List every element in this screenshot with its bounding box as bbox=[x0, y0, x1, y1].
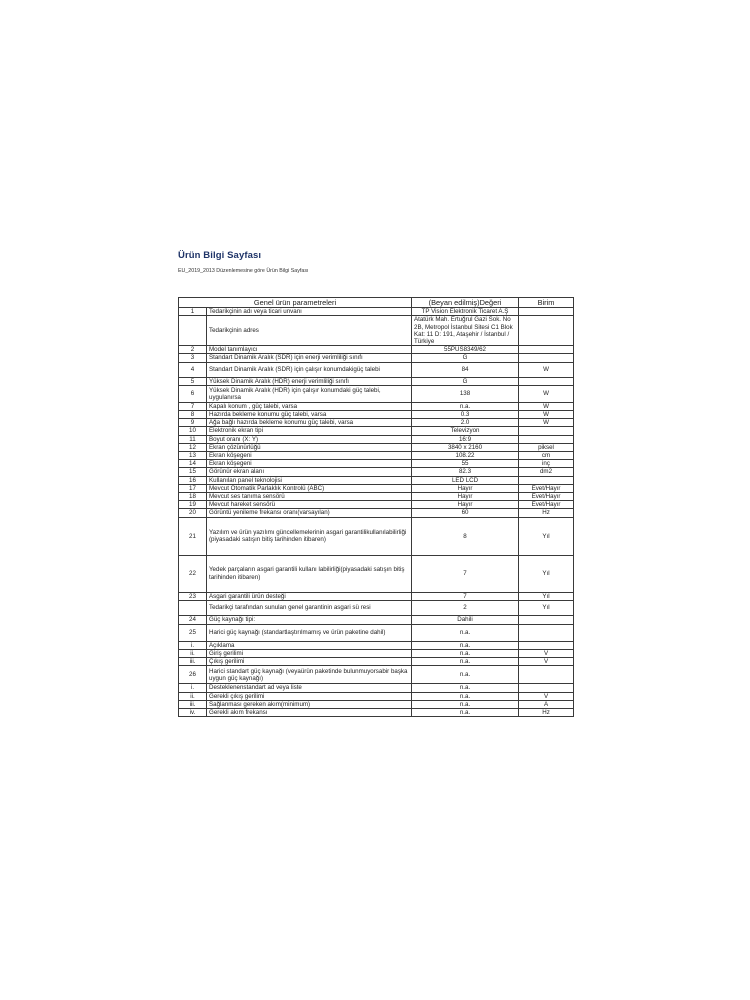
parameter-cell: Standart Dinamik Aralık (SDR) için çalışır konumdakigüç talebi bbox=[207, 362, 412, 377]
parameter-cell: Harici güç kaynağı (standartlaştırılmamış ve ürün paketine dahil) bbox=[207, 624, 412, 641]
row-number-cell: 17 bbox=[179, 484, 207, 492]
unit-cell: Hz bbox=[519, 509, 574, 517]
table-row bbox=[179, 709, 574, 717]
unit-cell bbox=[519, 615, 574, 624]
parameter-cell: Görüntü yenileme frekansı oranı(varsayılan) bbox=[207, 509, 412, 517]
parameter-cell: Tedarikçinin adı veya ticari unvanı bbox=[207, 308, 412, 316]
unit-cell: W bbox=[519, 402, 574, 410]
parameter-cell: Ekran köşegeni bbox=[207, 460, 412, 468]
table-row bbox=[179, 316, 574, 346]
value-cell: 55 bbox=[412, 460, 519, 468]
value-cell: 55PUS8349/62 bbox=[412, 346, 519, 354]
unit-cell: dm2 bbox=[519, 468, 574, 476]
table-row bbox=[179, 700, 574, 708]
parameter-cell: Yüksek Dinamik Aralık (HDR) için çalışır konumdaki güç talebi, uygulanırsa bbox=[207, 385, 412, 402]
parameter-cell: Harici standart güç kaynağı (veyaürün paketinde bulunmuyorsabir başka uygun güç kaynağı) bbox=[207, 666, 412, 684]
value-cell: LED LCD bbox=[412, 476, 519, 484]
row-number-cell: 6 bbox=[179, 385, 207, 402]
table-row bbox=[179, 641, 574, 649]
row-number-cell: 15 bbox=[179, 468, 207, 476]
row-number-cell: 1 bbox=[179, 308, 207, 316]
row-number-cell: iv. bbox=[179, 709, 207, 717]
value-cell: n.a. bbox=[412, 650, 519, 658]
parameter-cell: Yedek parçaların asgari garantili kullanı labilirliği(piyasadaki satışın bitiş tarihinden itibaren) bbox=[207, 555, 412, 592]
value-cell: 2 bbox=[412, 600, 519, 615]
unit-cell bbox=[519, 377, 574, 385]
page-subtitle: EU_2019_2013 Düzenlemesine göre Ürün Bilgi Sayfası bbox=[178, 268, 309, 274]
unit-cell: piksel bbox=[519, 443, 574, 451]
parameter-cell: Standart Dinamik Aralık (SDR) için enerji verimliliği sınıfı bbox=[207, 354, 412, 362]
unit-cell: Hz bbox=[519, 709, 574, 717]
page-title: Ürün Bilgi Sayfası bbox=[178, 250, 262, 261]
value-cell: n.a. bbox=[412, 709, 519, 717]
unit-cell: Yıl bbox=[519, 592, 574, 600]
value-cell: 2.0 bbox=[412, 419, 519, 427]
unit-cell: Yıl bbox=[519, 517, 574, 555]
table-row bbox=[179, 377, 574, 385]
row-number-cell: iii. bbox=[179, 700, 207, 708]
parameter-cell: Gerekli çıkış gerilimi bbox=[207, 692, 412, 700]
unit-cell bbox=[519, 641, 574, 649]
value-cell: 7 bbox=[412, 555, 519, 592]
row-number-cell: ii. bbox=[179, 692, 207, 700]
value-cell: Dahili bbox=[412, 615, 519, 624]
product-info-table bbox=[178, 297, 574, 717]
value-cell: G bbox=[412, 377, 519, 385]
value-cell: n.a. bbox=[412, 641, 519, 649]
value-cell: TP Vision Elektronik Ticaret A.Ş bbox=[412, 308, 519, 316]
value-cell: Hayır bbox=[412, 484, 519, 492]
value-cell: 7 bbox=[412, 592, 519, 600]
parameter-cell: Tedarikçinin adres bbox=[207, 316, 412, 346]
value-cell: G bbox=[412, 354, 519, 362]
row-number-cell: 26 bbox=[179, 666, 207, 684]
table-row bbox=[179, 484, 574, 492]
value-cell: 8 bbox=[412, 517, 519, 555]
value-cell: 60 bbox=[412, 509, 519, 517]
row-number-cell: 11 bbox=[179, 435, 207, 443]
table-row bbox=[179, 427, 574, 435]
value-cell: 84 bbox=[412, 362, 519, 377]
table-header-row bbox=[179, 298, 574, 308]
unit-cell bbox=[519, 624, 574, 641]
unit-cell: Evet/Hayır bbox=[519, 484, 574, 492]
unit-cell: V bbox=[519, 650, 574, 658]
row-number-cell: i. bbox=[179, 684, 207, 692]
value-cell: n.a. bbox=[412, 692, 519, 700]
value-cell: 0.3 bbox=[412, 411, 519, 419]
unit-cell bbox=[519, 346, 574, 354]
unit-cell: Yıl bbox=[519, 555, 574, 592]
unit-cell bbox=[519, 308, 574, 316]
table-row bbox=[179, 476, 574, 484]
value-cell: n.a. bbox=[412, 700, 519, 708]
unit-cell: inç bbox=[519, 460, 574, 468]
row-number-cell: 8 bbox=[179, 411, 207, 419]
table-row bbox=[179, 658, 574, 666]
unit-cell bbox=[519, 476, 574, 484]
unit-cell bbox=[519, 427, 574, 435]
parameter-cell: Kapalı konum , güç talebi, varsa bbox=[207, 402, 412, 410]
parameter-cell: Asgari garantili ürün desteği bbox=[207, 592, 412, 600]
table-row bbox=[179, 362, 574, 377]
row-number-cell: 5 bbox=[179, 377, 207, 385]
value-cell: 82.3 bbox=[412, 468, 519, 476]
row-number-cell: iii. bbox=[179, 658, 207, 666]
unit-cell: V bbox=[519, 658, 574, 666]
row-number-cell: 12 bbox=[179, 443, 207, 451]
value-cell: Atatürk Mah. Ertuğrul Gazi Sok. No 2B, Metropol İstanbul Sitesi C1 Blok Kat: 11 D: 191, Ataşehir / İstanbul / Türkiye bbox=[412, 316, 519, 346]
value-cell: n.a. bbox=[412, 624, 519, 641]
row-number-cell: ii. bbox=[179, 650, 207, 658]
value-cell: Hayır bbox=[412, 501, 519, 509]
value-cell: 3840 x 2160 bbox=[412, 443, 519, 451]
table-row bbox=[179, 592, 574, 600]
row-number-cell: 25 bbox=[179, 624, 207, 641]
unit-cell bbox=[519, 666, 574, 684]
table-row bbox=[179, 501, 574, 509]
parameter-cell: Giriş gerilimi bbox=[207, 650, 412, 658]
unit-cell: Evet/Hayır bbox=[519, 501, 574, 509]
value-cell: 16:9 bbox=[412, 435, 519, 443]
parameter-cell: Ekran çözünürlüğü bbox=[207, 443, 412, 451]
unit-cell: A bbox=[519, 700, 574, 708]
column-header-unit: Birim bbox=[519, 298, 574, 308]
parameter-cell: Hazırda bekleme konumu güç talebi, varsa bbox=[207, 411, 412, 419]
table-row bbox=[179, 411, 574, 419]
unit-cell: W bbox=[519, 411, 574, 419]
parameter-cell: Model tanımlayıcı bbox=[207, 346, 412, 354]
table-row bbox=[179, 346, 574, 354]
value-cell: Televizyon bbox=[412, 427, 519, 435]
table-body bbox=[179, 308, 574, 717]
parameter-cell: Ağa bağlı hazırda bekleme konumu güç talebi, varsa bbox=[207, 419, 412, 427]
row-number-cell: 13 bbox=[179, 452, 207, 460]
row-number-cell bbox=[179, 316, 207, 346]
table-row bbox=[179, 435, 574, 443]
parameter-cell: Mevcut hareket sensörü bbox=[207, 501, 412, 509]
table-row bbox=[179, 692, 574, 700]
table-row bbox=[179, 419, 574, 427]
table-row bbox=[179, 509, 574, 517]
table-row bbox=[179, 615, 574, 624]
table-row bbox=[179, 555, 574, 592]
table-row bbox=[179, 460, 574, 468]
value-cell: Hayır bbox=[412, 493, 519, 501]
table-row bbox=[179, 468, 574, 476]
table-row bbox=[179, 517, 574, 555]
table-row bbox=[179, 308, 574, 316]
parameter-cell: Elektronik ekran tipi bbox=[207, 427, 412, 435]
unit-cell: Yıl bbox=[519, 600, 574, 615]
row-number-cell: 22 bbox=[179, 555, 207, 592]
unit-cell: Evet/Hayır bbox=[519, 493, 574, 501]
row-number-cell: 9 bbox=[179, 419, 207, 427]
parameter-cell: Sağlanması gereken akım(minimum) bbox=[207, 700, 412, 708]
table-row bbox=[179, 650, 574, 658]
value-cell: n.a. bbox=[412, 658, 519, 666]
table-row bbox=[179, 493, 574, 501]
unit-cell: V bbox=[519, 692, 574, 700]
unit-cell bbox=[519, 316, 574, 346]
row-number-cell: 16 bbox=[179, 476, 207, 484]
table-row bbox=[179, 354, 574, 362]
parameter-cell: Ekran köşegeni bbox=[207, 452, 412, 460]
parameter-cell: Tedarikçi tarafından sunulan genel garantinin asgari sü resi bbox=[207, 600, 412, 615]
row-number-cell: 2 bbox=[179, 346, 207, 354]
table-row bbox=[179, 385, 574, 402]
parameter-cell: Mevcut Otomatik Parlaklık Kontrolü (ABC) bbox=[207, 484, 412, 492]
row-number-cell: 10 bbox=[179, 427, 207, 435]
value-cell: 108.22 bbox=[412, 452, 519, 460]
table-row bbox=[179, 684, 574, 692]
row-number-cell: 20 bbox=[179, 509, 207, 517]
table-row bbox=[179, 443, 574, 451]
parameter-cell: Desteklenenstandart ad veya liste bbox=[207, 684, 412, 692]
unit-cell: W bbox=[519, 419, 574, 427]
row-number-cell: 3 bbox=[179, 354, 207, 362]
parameter-cell: Kullanılan panel teknolojisi bbox=[207, 476, 412, 484]
column-header-parameters: Genel ürün parametreleri bbox=[179, 298, 412, 308]
value-cell: 138 bbox=[412, 385, 519, 402]
value-cell: n.a. bbox=[412, 402, 519, 410]
unit-cell bbox=[519, 354, 574, 362]
parameter-cell: Görünür ekran alanı bbox=[207, 468, 412, 476]
row-number-cell: 14 bbox=[179, 460, 207, 468]
value-cell: n.a. bbox=[412, 666, 519, 684]
parameter-cell: Çıkış gerilimi bbox=[207, 658, 412, 666]
parameter-cell: Açıklama bbox=[207, 641, 412, 649]
row-number-cell: 7 bbox=[179, 402, 207, 410]
parameter-cell: Boyut oranı (X: Y) bbox=[207, 435, 412, 443]
column-header-value: (Beyan edilmiş)Değeri bbox=[412, 298, 519, 308]
row-number-cell: 23 bbox=[179, 592, 207, 600]
parameter-cell: Yüksek Dinamik Aralık (HDR) enerji verimliliği sınıfı bbox=[207, 377, 412, 385]
parameter-cell: Mevcut ses tanıma sensörü bbox=[207, 493, 412, 501]
row-number-cell: i. bbox=[179, 641, 207, 649]
unit-cell bbox=[519, 435, 574, 443]
row-number-cell: 18 bbox=[179, 493, 207, 501]
table-row bbox=[179, 666, 574, 684]
parameter-cell: Gerekli akım frekansı bbox=[207, 709, 412, 717]
unit-cell bbox=[519, 684, 574, 692]
row-number-cell: 21 bbox=[179, 517, 207, 555]
unit-cell: W bbox=[519, 362, 574, 377]
table-row bbox=[179, 452, 574, 460]
parameter-cell: Yazılım ve ürün yazılımı güncellemelerinin asgari garantilikullanılabilirliği (piyasadaki satışın bitiş tarihinden itibaren) bbox=[207, 517, 412, 555]
value-cell: n.a. bbox=[412, 684, 519, 692]
row-number-cell: 24 bbox=[179, 615, 207, 624]
table-row bbox=[179, 624, 574, 641]
unit-cell: W bbox=[519, 385, 574, 402]
row-number-cell: 4 bbox=[179, 362, 207, 377]
row-number-cell: 19 bbox=[179, 501, 207, 509]
table-row bbox=[179, 402, 574, 410]
unit-cell: cm bbox=[519, 452, 574, 460]
row-number-cell bbox=[179, 600, 207, 615]
table-row bbox=[179, 600, 574, 615]
parameter-cell: Güç kaynağı tipi: bbox=[207, 615, 412, 624]
